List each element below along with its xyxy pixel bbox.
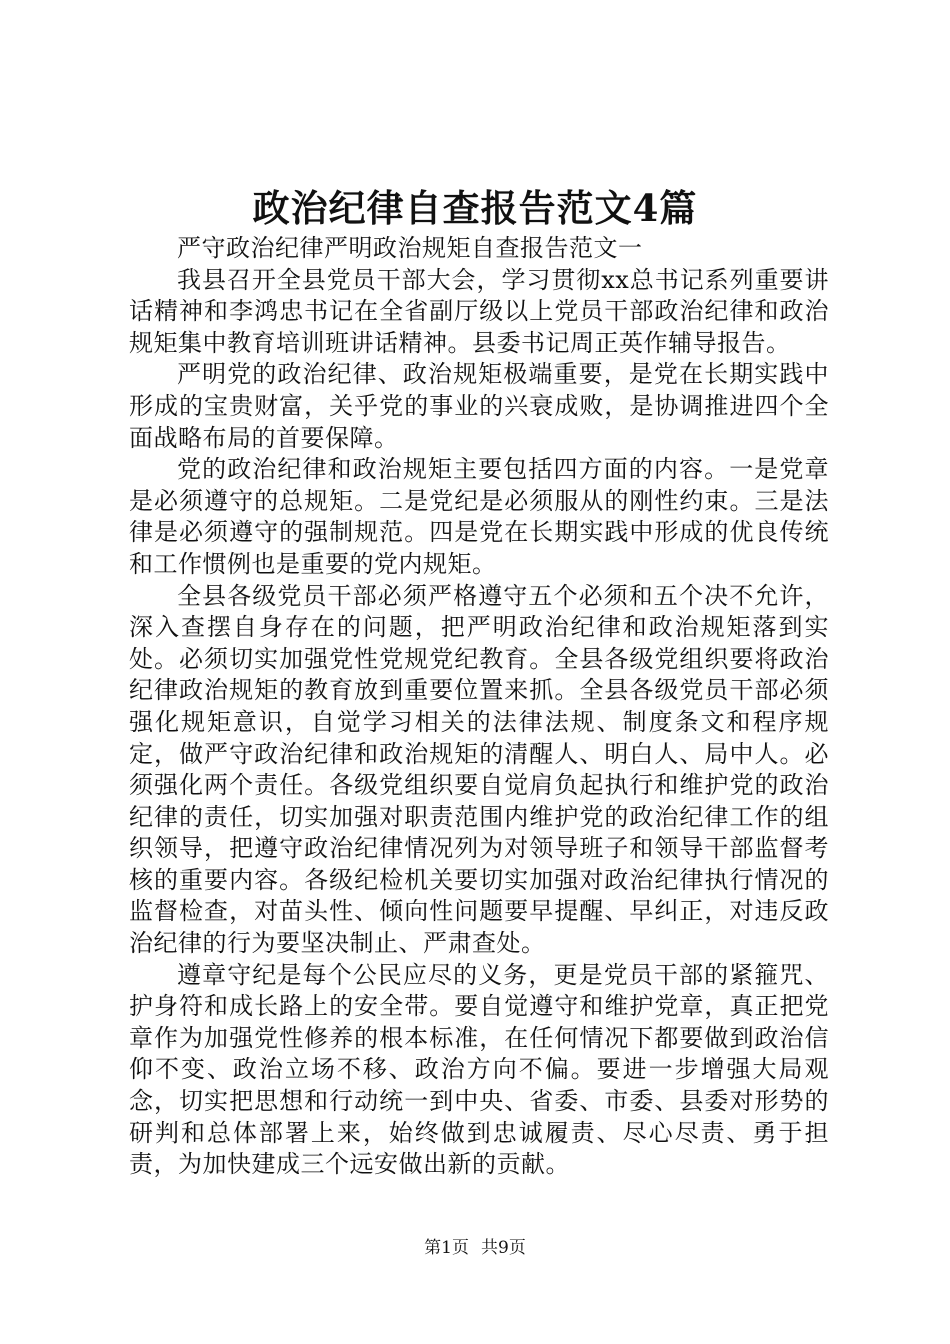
paragraph: 我县召开全县党员干部大会，学习贯彻xx总书记系列重要讲话精神和李鸿忠书记在全省副厅级以上党员干部政治纪律和政治规矩集中教育培训班讲话精神。县委书记周正英作辅导报告。	[129, 265, 829, 357]
paragraph: 全县各级党员干部必须严格遵守五个必须和五个决不允许，深入查摆自身存在的问题，把严明政治纪律和政治规矩落到实处。必须切实加强党性党规党纪教育。全县各级党组织要将政治纪律政治规矩的教育放到重要位置来抓。全县各级党员干部必须强化规矩意识，自觉学习相关的法律法规、制度条文和程序规定，做严守政治纪律和政治规矩的清醒人、明白人、局中人。必须强化两个责任。各级党组织要自觉肩负起执行和维护党的政治纪律的责任，切实加强对职责范围内维护党的政治纪律工作的组织领导，把遵守政治纪律情况列为对领导班子和领导干部监督考核的重要内容。各级纪检机关要切实加强对政治纪律执行情况的监督检查，对苗头性、倾向性问题要早提醒、早纠正，对违反政治纪律的行为要坚决制止、严肃查处。	[129, 581, 829, 958]
page-footer	[0, 1237, 950, 1259]
page-number: 第1页	[424, 1238, 469, 1258]
document-body	[129, 233, 829, 1181]
paragraph: 遵章守纪是每个公民应尽的义务，更是党员干部的紧箍咒、护身符和成长路上的安全带。要自觉遵守和维护党章，真正把党章作为加强党性修养的根本标准，在任何情况下都要做到政治信仰不变、政治立场不移、政治方向不偏。要进一步增强大局观念，切实把思想和行动统一到中央、省委、市委、县委对形势的研判和总体部署上来，始终做到忠诚履责、尽心尽责、勇于担责，为加快建成三个远安做出新的贡献。	[129, 960, 829, 1179]
paragraph: 严明党的政治纪律、政治规矩极端重要，是党在长期实践中形成的宝贵财富，关乎党的事业的兴衰成败，是协调推进四个全面战略布局的首要保障。	[129, 360, 829, 452]
paragraph: 党的政治纪律和政治规矩主要包括四方面的内容。一是党章是必须遵守的总规矩。二是党纪是必须服从的刚性约束。三是法律是必须遵守的强制规范。四是党在长期实践中形成的优良传统和工作惯例也是重要的党内规矩。	[129, 455, 829, 578]
paragraph-subtitle: 严守政治纪律严明政治规矩自查报告范文一	[177, 234, 643, 262]
document-title: 政治纪律自查报告范文4篇	[252, 186, 698, 230]
page-total: 共9页	[481, 1238, 526, 1258]
